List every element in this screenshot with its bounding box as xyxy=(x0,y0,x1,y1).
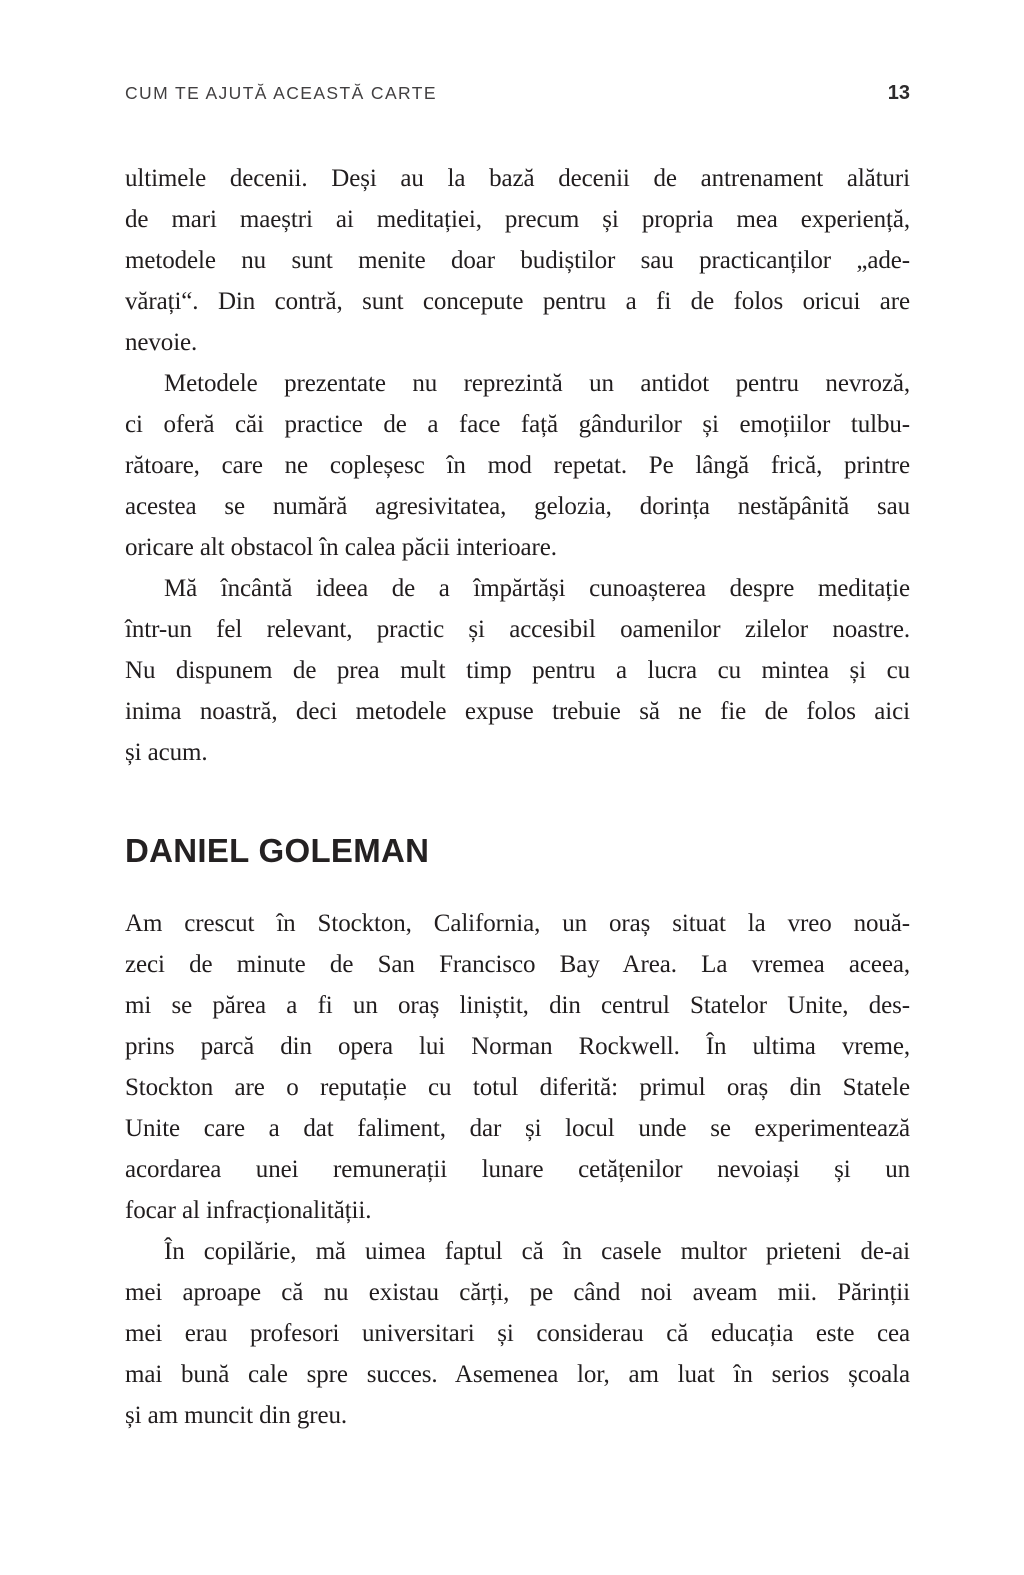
text-line: zeci de minute de San Francisco Bay Area. La vremea aceea, xyxy=(125,951,910,978)
text-line: ci oferă căi practice de a face față gândurilor și emoțiilor tulbu- xyxy=(125,411,910,438)
text-line: și am muncit din greu. xyxy=(125,1402,348,1429)
text-line: oricare alt obstacol în calea păcii interioare. xyxy=(125,534,557,561)
text-line: acordarea unei remunerații lunare cetățenilor nevoiași și un xyxy=(125,1156,910,1183)
text-line: de mari maeștri ai meditației, precum și propria mea experiență, xyxy=(125,206,910,233)
text-line: Unite care a dat faliment, dar și locul unde se experimentează xyxy=(125,1115,910,1142)
text-line: Nu dispunem de prea mult timp pentru a lucra cu mintea și cu xyxy=(125,657,910,684)
text-line: și acum. xyxy=(125,739,208,766)
text-line: vărați“. Din contră, sunt concepute pentru a fi de folos oricui are xyxy=(125,288,910,315)
text-line: mei erau profesori universitari și considerau că educația este cea xyxy=(125,1320,910,1347)
body-text-block-1 xyxy=(125,158,910,773)
body-text-block-2 xyxy=(125,903,910,1436)
text-line: mai bună cale spre succes. Asemenea lor, am luat în serios școala xyxy=(125,1361,910,1388)
text-line: În copilărie, mă uimea faptul că în casele multor prieteni de-ai xyxy=(164,1238,910,1265)
text-line: inima noastră, deci metodele expuse trebuie să ne fie de folos aici xyxy=(125,698,910,725)
paragraph xyxy=(125,1231,910,1436)
text-line: nevoie. xyxy=(125,329,198,356)
text-line: metodele nu sunt menite doar budiștilor sau practicanților „ade- xyxy=(125,247,910,274)
running-header xyxy=(125,82,910,105)
section-heading: DANIEL GOLEMAN xyxy=(125,832,430,869)
text-line: Stockton are o reputație cu totul diferită: primul oraș din Statele xyxy=(125,1074,910,1101)
paragraph xyxy=(125,158,910,363)
text-line: prins parcă din opera lui Norman Rockwell. În ultima vreme, xyxy=(125,1033,910,1060)
paragraph xyxy=(125,363,910,568)
text-line: Am crescut în Stockton, California, un oraș situat la vreo nouă- xyxy=(125,910,910,937)
text-line: într-un fel relevant, practic și accesibil oamenilor zilelor noastre. xyxy=(125,616,910,643)
text-line: acestea se numără agresivitatea, gelozia, dorința nestăpânită sau xyxy=(125,493,910,520)
text-line: mei aproape că nu existau cărți, pe când noi aveam mii. Părinții xyxy=(125,1279,910,1306)
paragraph xyxy=(125,903,910,1231)
text-line: mi se părea a fi un oraș liniștit, din centrul Statelor Unite, des- xyxy=(125,992,910,1019)
paragraph xyxy=(125,568,910,773)
page-number: 13 xyxy=(887,82,910,104)
running-title: CUM TE AJUTĂ ACEASTĂ CARTE xyxy=(125,83,437,103)
text-line: focar al infracționalității. xyxy=(125,1197,372,1224)
text-line: Metodele prezentate nu reprezintă un antidot pentru nevroză, xyxy=(164,370,910,397)
text-line: rătoare, care ne copleșesc în mod repetat. Pe lângă frică, printre xyxy=(125,452,910,479)
text-line: ultimele decenii. Deși au la bază decenii de antrenament alături xyxy=(125,165,910,192)
text-line: Mă încântă ideea de a împărtăși cunoașterea despre meditație xyxy=(164,575,910,602)
